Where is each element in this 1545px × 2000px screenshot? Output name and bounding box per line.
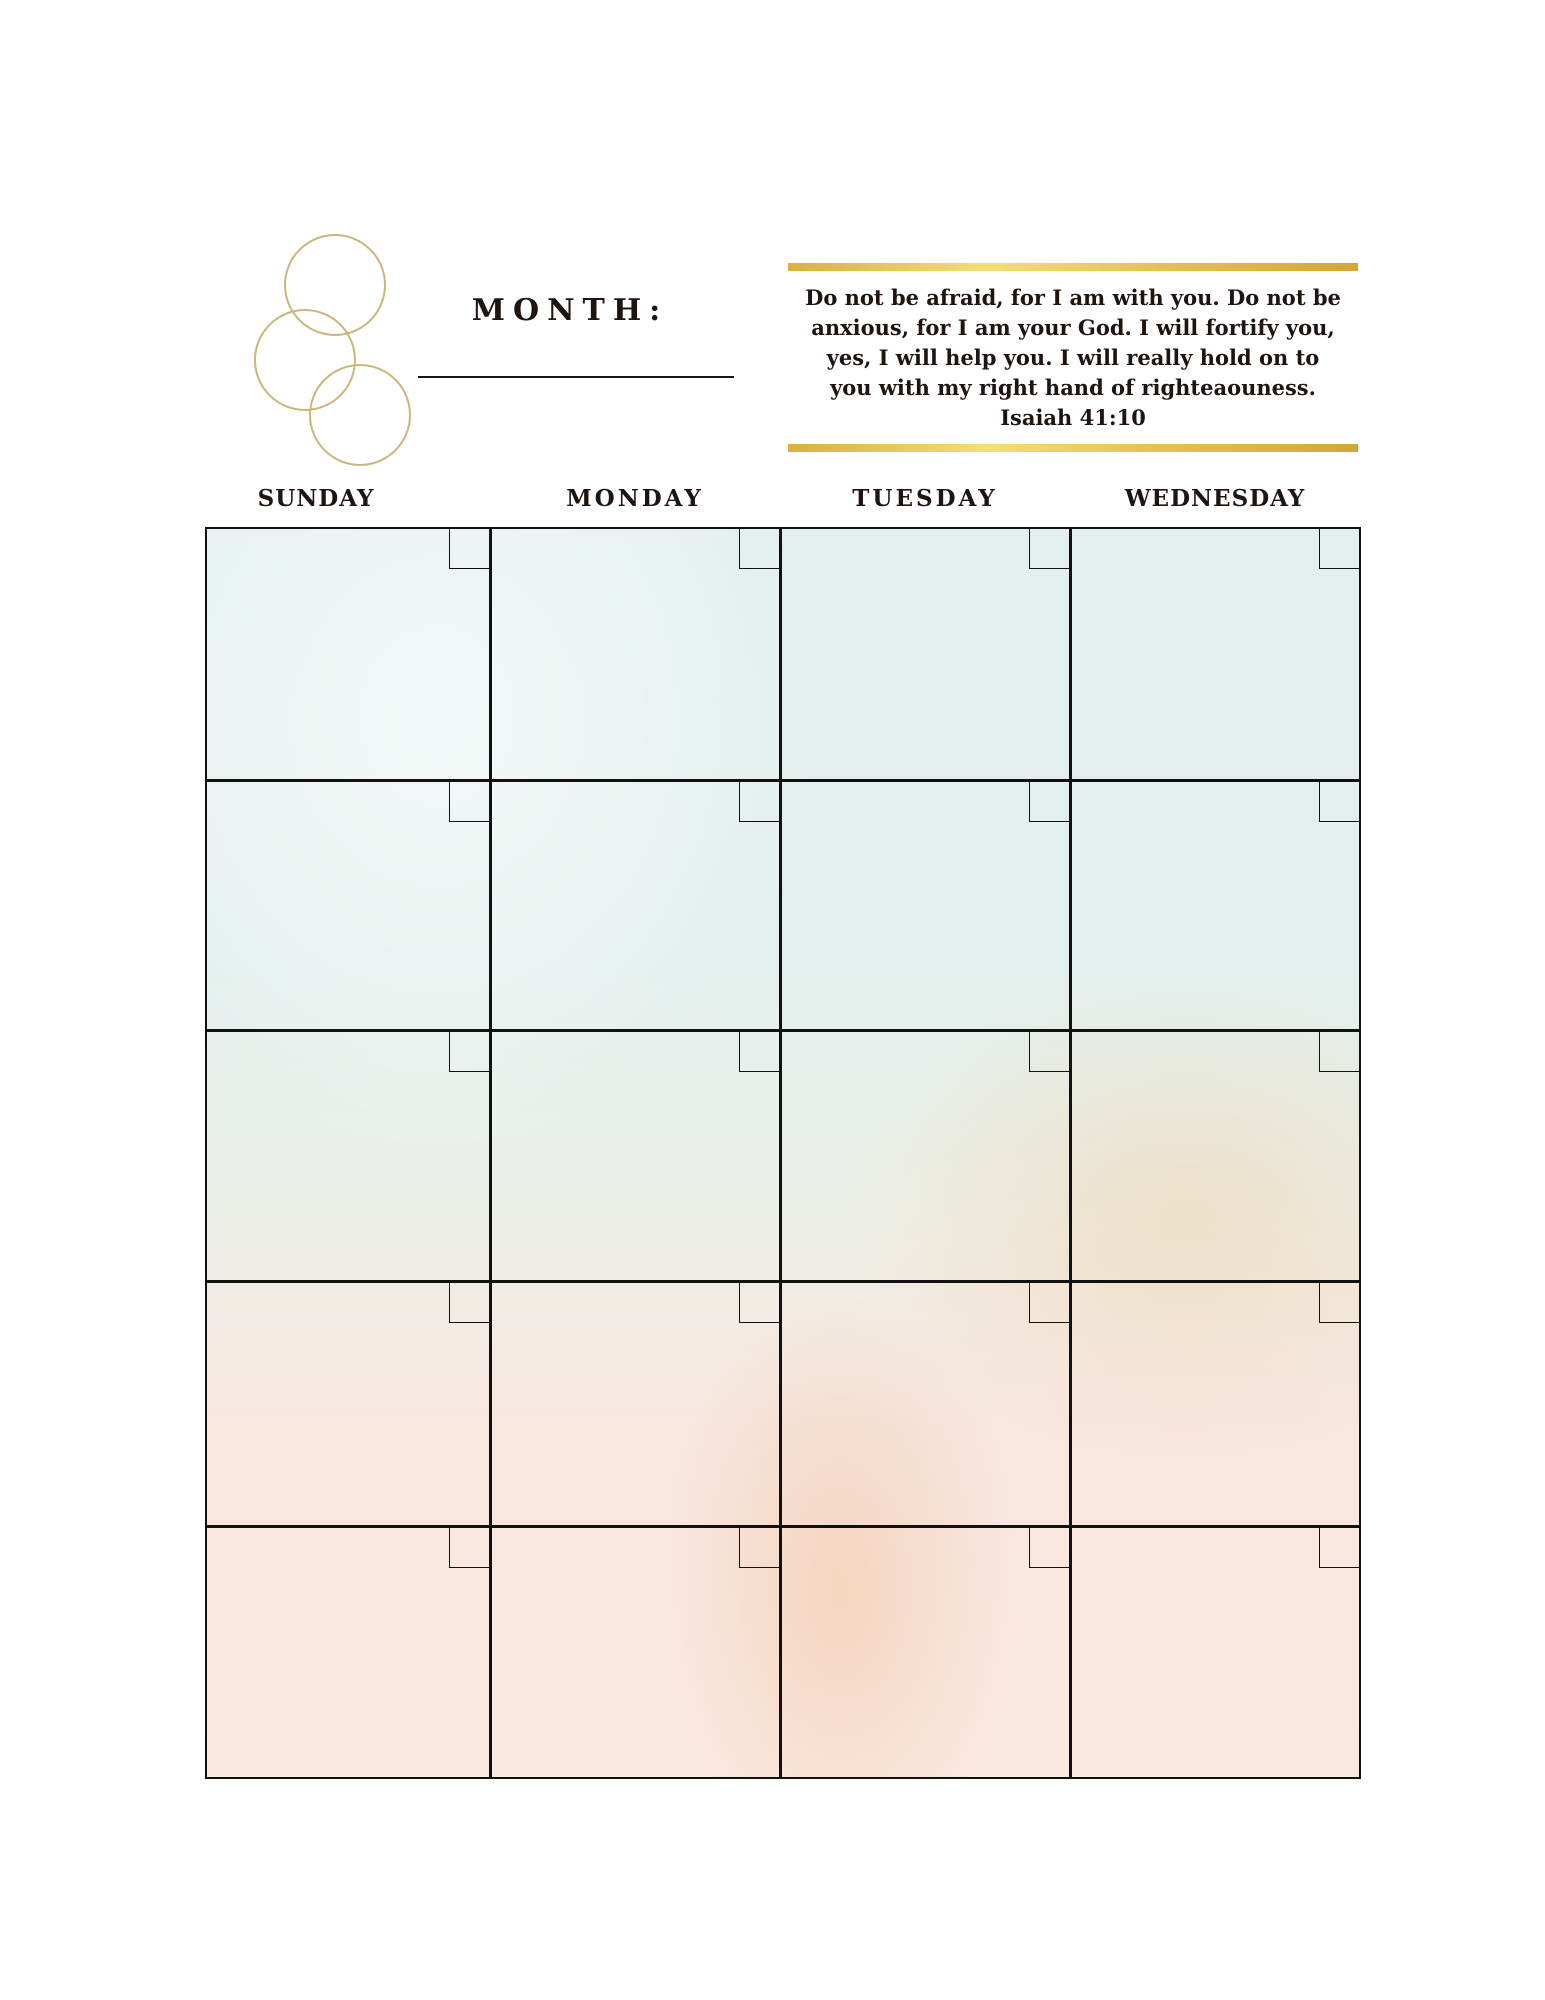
calendar-day-cell[interactable] <box>782 529 1072 782</box>
calendar-day-cell[interactable] <box>207 1283 492 1528</box>
day-header-sunday: SUNDAY <box>257 485 375 512</box>
verse-reference: Isaiah 41:10 <box>1000 405 1146 430</box>
date-number-box[interactable] <box>739 1032 779 1072</box>
verse-bottom-gold-bar <box>788 444 1358 452</box>
date-number-box[interactable] <box>1319 1528 1359 1568</box>
verse-top-gold-bar <box>788 263 1358 271</box>
decorative-rings-icon <box>250 230 420 480</box>
date-number-box[interactable] <box>739 1283 779 1323</box>
date-number-box[interactable] <box>739 782 779 822</box>
date-number-box[interactable] <box>1029 782 1069 822</box>
calendar-day-cell[interactable] <box>492 1032 782 1283</box>
calendar-day-cell[interactable] <box>207 529 492 782</box>
verse-line: yes, I will help you. I will really hold on to <box>826 345 1320 370</box>
date-number-box[interactable] <box>1319 1283 1359 1323</box>
calendar-day-cell[interactable] <box>207 1528 492 1777</box>
date-number-box[interactable] <box>1319 782 1359 822</box>
calendar-day-cell[interactable] <box>782 1032 1072 1283</box>
calendar-day-cell[interactable] <box>207 782 492 1032</box>
date-number-box[interactable] <box>1319 529 1359 569</box>
day-header-monday: MONDAY <box>566 485 704 512</box>
calendar-day-cell[interactable] <box>492 529 782 782</box>
date-number-box[interactable] <box>1029 1283 1069 1323</box>
calendar-day-cell[interactable] <box>1072 1032 1359 1283</box>
bible-verse <box>795 283 1351 433</box>
month-label: MONTH: <box>471 293 669 328</box>
calendar-grid <box>205 527 1361 1779</box>
date-number-box[interactable] <box>449 1283 489 1323</box>
calendar-day-cell[interactable] <box>782 782 1072 1032</box>
calendar-day-cell[interactable] <box>782 1528 1072 1777</box>
date-number-box[interactable] <box>449 782 489 822</box>
verse-line: you with my right hand of righteaouness. <box>830 375 1316 400</box>
calendar-day-cell[interactable] <box>1072 1528 1359 1777</box>
date-number-box[interactable] <box>449 1032 489 1072</box>
calendar-day-cell[interactable] <box>1072 529 1359 782</box>
day-header-wednesday: WEDNESDAY <box>1124 485 1306 512</box>
date-number-box[interactable] <box>739 529 779 569</box>
date-number-box[interactable] <box>1029 529 1069 569</box>
verse-line: Do not be afraid, for I am with you. Do not be <box>805 285 1341 310</box>
date-number-box[interactable] <box>449 529 489 569</box>
date-number-box[interactable] <box>739 1528 779 1568</box>
date-number-box[interactable] <box>449 1528 489 1568</box>
date-number-box[interactable] <box>1029 1032 1069 1072</box>
verse-line: anxious, for I am your God. I will fortify you, <box>811 315 1335 340</box>
calendar-day-cell[interactable] <box>492 1283 782 1528</box>
date-number-box[interactable] <box>1029 1528 1069 1568</box>
calendar-day-cell[interactable] <box>1072 782 1359 1032</box>
calendar-day-cell[interactable] <box>492 1528 782 1777</box>
date-number-box[interactable] <box>1319 1032 1359 1072</box>
day-header-tuesday: TUESDAY <box>852 485 998 512</box>
month-write-line[interactable] <box>418 376 734 378</box>
calendar-day-cell[interactable] <box>492 782 782 1032</box>
calendar-day-cell[interactable] <box>1072 1283 1359 1528</box>
calendar-day-cell[interactable] <box>207 1032 492 1283</box>
calendar-day-cell[interactable] <box>782 1283 1072 1528</box>
